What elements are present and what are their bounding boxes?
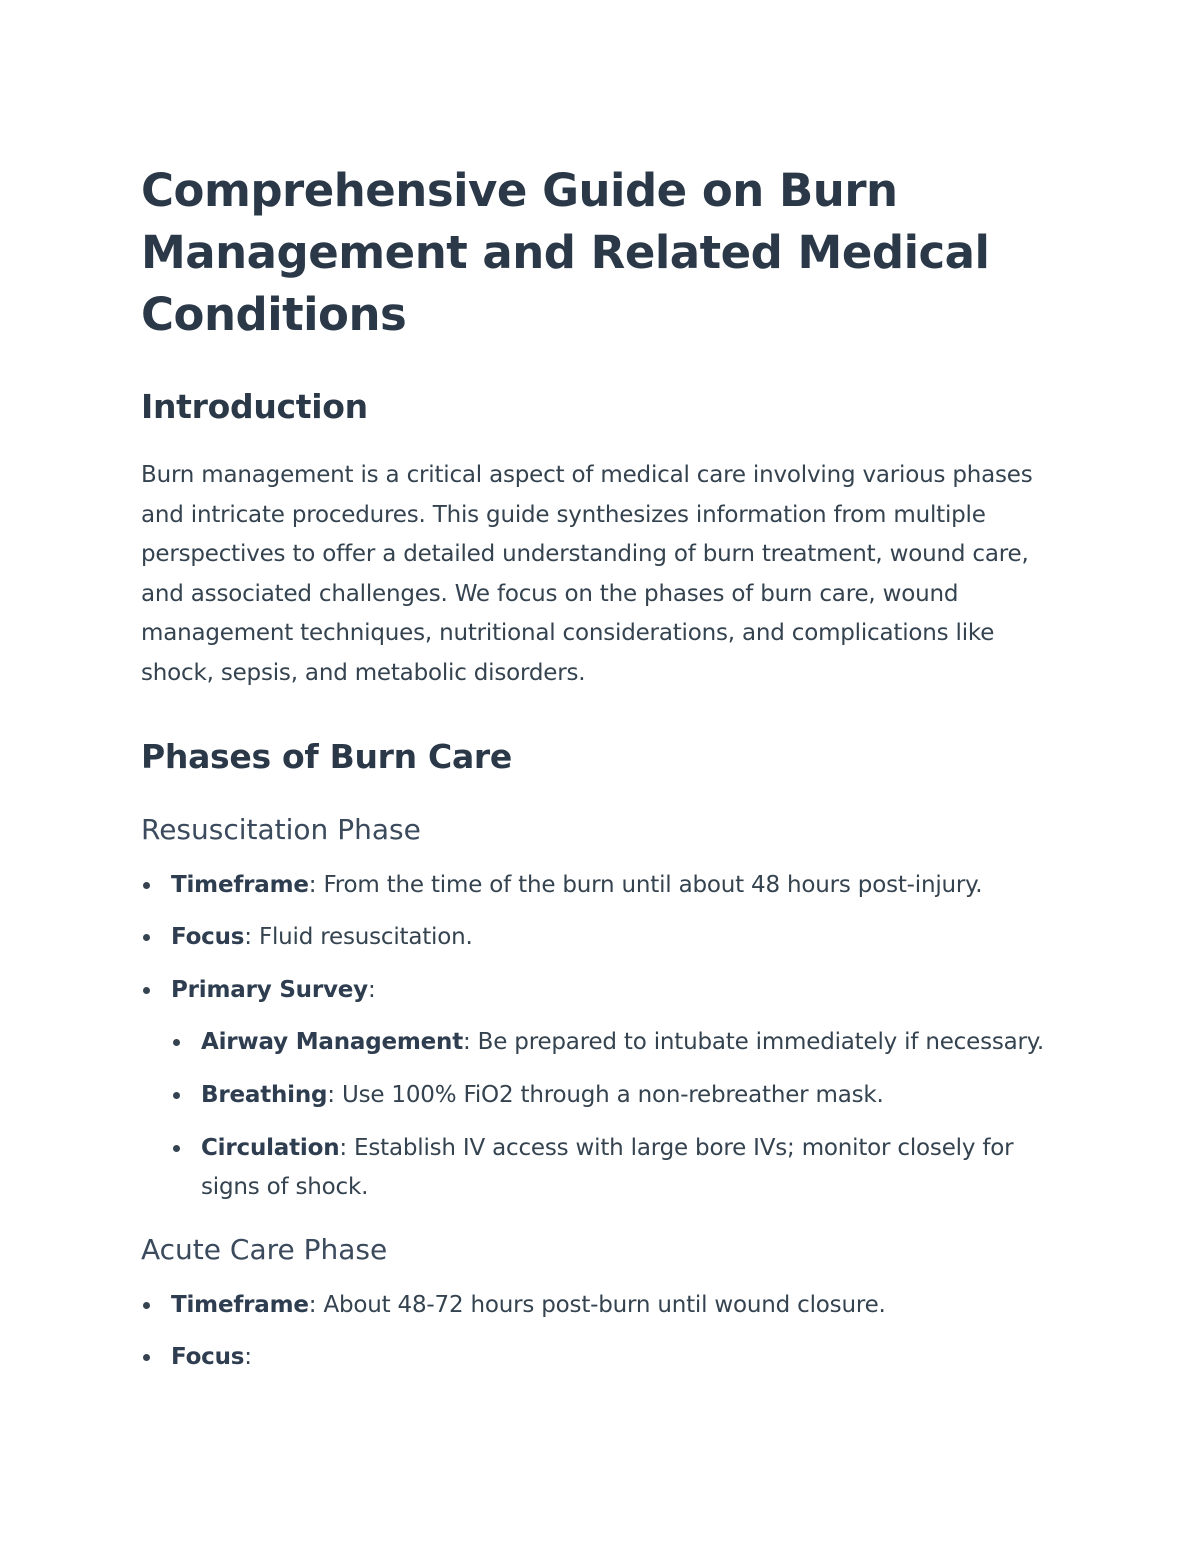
item-label: Circulation [201, 1134, 340, 1161]
bullet-icon [173, 1092, 180, 1099]
primary-survey-list [171, 1023, 1061, 1207]
page-title: Comprehensive Guide on Burn Management and Related Medical Conditions [141, 164, 990, 341]
bullet-icon [143, 987, 150, 994]
list-item [141, 1286, 1061, 1326]
list-item [171, 1129, 1061, 1208]
item-text: : Use 100% FiO2 through a non-rebreather mask. [327, 1081, 884, 1108]
list-item [171, 1023, 1061, 1063]
phases-heading: Phases of Burn Care [141, 736, 512, 776]
item-text: : Establish IV access with large bore IVs; monitor closely for signs of shock. [201, 1134, 1014, 1201]
item-label: Focus [171, 1344, 245, 1371]
item-text: : From the time of the burn until about 48 hours post-injury. [308, 871, 983, 898]
item-text: : [244, 1344, 252, 1371]
item-label: Breathing [201, 1081, 328, 1108]
item-text: : [367, 976, 376, 1003]
introduction-heading: Introduction [141, 387, 368, 426]
bullet-icon [173, 1145, 180, 1152]
bullet-icon [143, 1354, 150, 1361]
acute-care-phase-heading: Acute Care Phase [141, 1232, 388, 1266]
list-item [141, 971, 1061, 1208]
introduction-paragraph: Burn management is a critical aspect of medical care involving various phases and intricate procedures. This guide synthesizes information from multiple perspectives to offer a detailed understanding of burn treatment, wound care, and associated challenges. We focus on the phases of burn care, wound management techniques, nutritional considerations, and complications like shock, sepsis, and metabolic disorders. [141, 462, 1033, 686]
item-text: : Fluid resuscitation. [244, 924, 473, 951]
item-label: Airway Management [201, 1029, 463, 1056]
list-item [171, 1076, 1061, 1116]
item-text: : About 48-72 hours post-burn until wound closure. [308, 1291, 886, 1318]
acute-care-list [141, 1286, 1061, 1378]
bullet-icon [173, 1039, 180, 1046]
bullet-icon [143, 882, 150, 889]
resuscitation-phase-heading: Resuscitation Phase [141, 812, 421, 846]
item-label: Timeframe [171, 871, 309, 898]
list-item [141, 866, 1061, 906]
item-label: Timeframe [171, 1291, 309, 1318]
item-label: Focus [171, 924, 245, 951]
list-item [141, 1338, 1061, 1378]
list-item [141, 918, 1061, 958]
item-label: Primary Survey [171, 976, 368, 1003]
bullet-icon [143, 1302, 150, 1309]
bullet-icon [143, 934, 150, 941]
item-text: : Be prepared to intubate immediately if necessary. [463, 1029, 1045, 1056]
resuscitation-list [141, 866, 1061, 1208]
document-page [141, 160, 1061, 1391]
